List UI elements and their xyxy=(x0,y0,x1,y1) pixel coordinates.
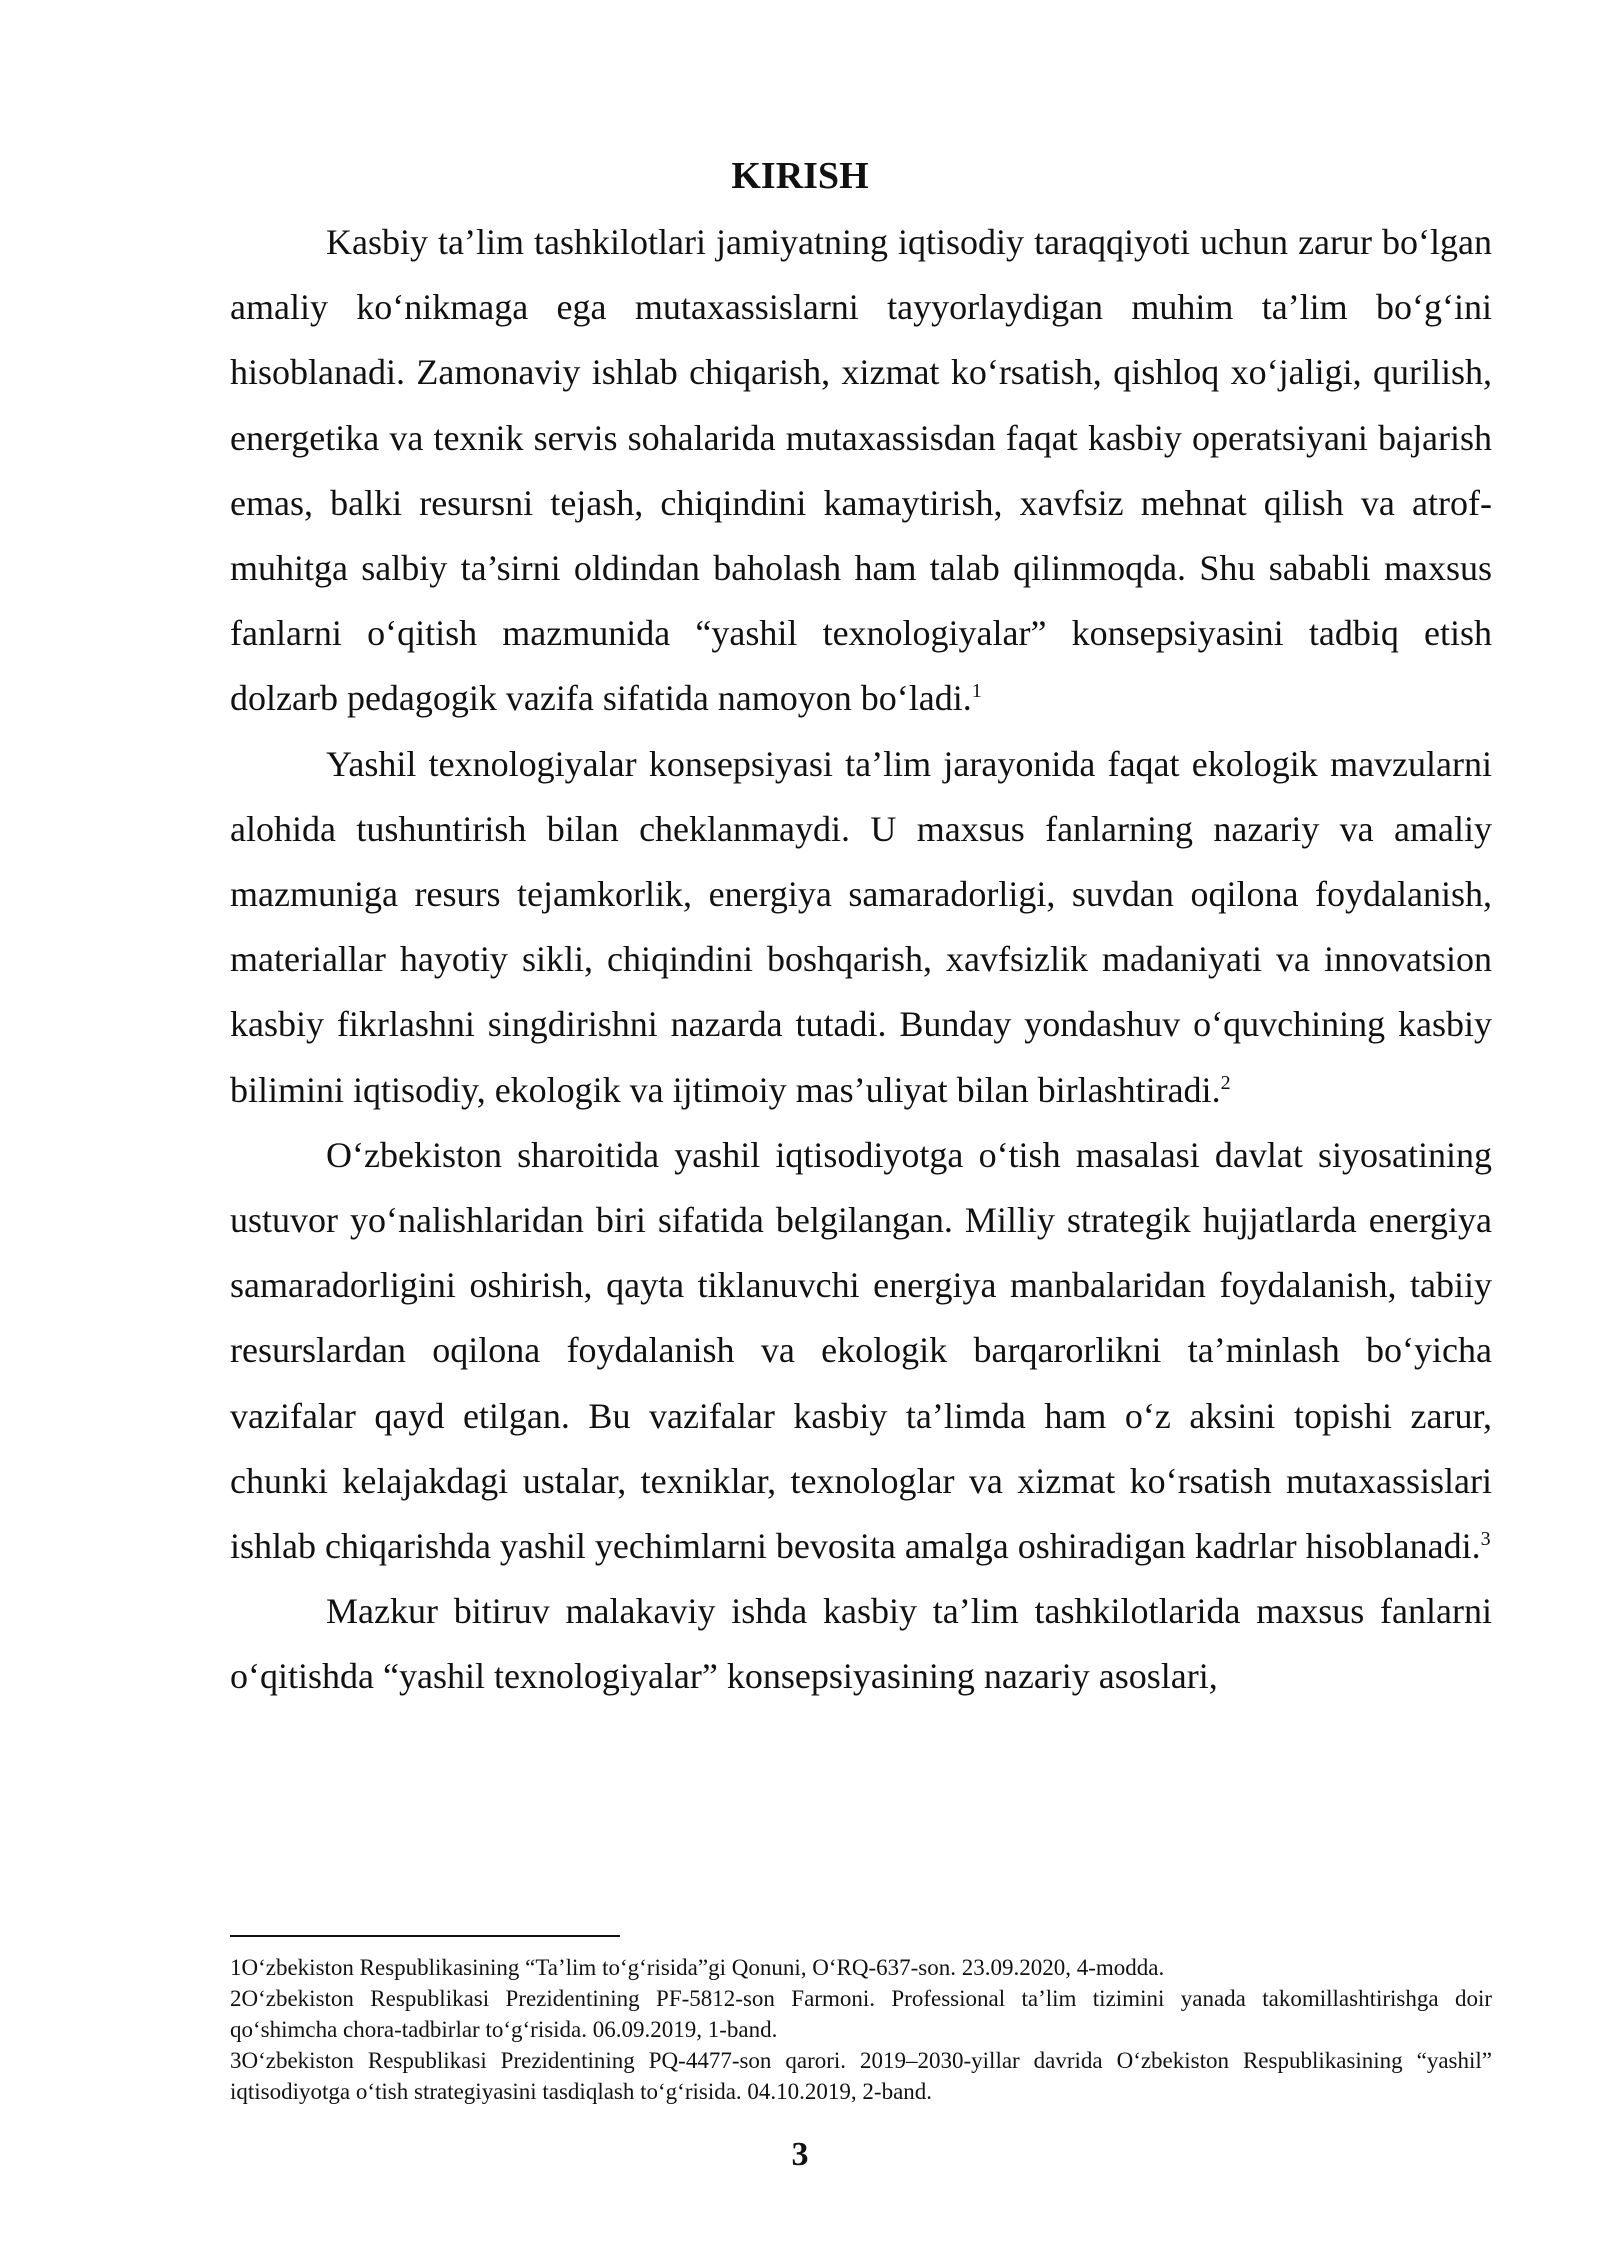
footnote-3 xyxy=(230,2045,1492,2107)
paragraph-text: Kasbiy ta’lim tashkilotlari jamiyatning iqtisodiy taraqqiyoti uchun zarur bo‘lgan amaliy ko‘nikmaga ega mutaxassislarni tayyorlaydigan muhim ta’lim bo‘g‘ini hisoblanadi. Zamonaviy ishlab chiqarish, xizmat ko‘rsatish, qishloq xo‘jaligi, qurilish, energetika va texnik servis sohalarida mutaxassisdan faqat kasbiy operatsiyani bajarish emas, balki resursni tejash, chiqindini kamaytirish, xavfsiz mehnat qilish va atrof-muhitga salbiy ta’sirni oldindan baholash ham talab qilinmoqda. Shu sababli maxsus fanlarni o‘qitish mazmunida “yashil texnologiyalar” konsepsiyasini tadbiq etish dolzarb pedagogik vazifa sifatida namoyon bo‘ladi. xyxy=(230,222,1492,719)
footnote-text: O‘zbekiston Respublikasining “Ta’lim to‘g‘risida”gi Qonuni, O‘RQ-637-son. 23.09.2020, 4-modda. xyxy=(241,1955,1165,1980)
footnote-text: O‘zbekiston Respublikasi Prezidentining PF-5812-son Farmoni. Professional ta’lim tizimini yanada takomillashtirishga doir qo‘shimcha chora-tadbirlar to‘g‘risida. 06.09.2019, 1-band. xyxy=(230,1986,1492,2042)
footnote-number: 2 xyxy=(230,1986,242,2011)
paragraph-4 xyxy=(230,1579,1492,1709)
footnote-text: O‘zbekiston Respublikasi Prezidentining PQ-4477-son qarori. 2019–2030-yillar davrida O‘zbekiston Respublikasining “yashil” iqtisodiyotga o‘tish strategiyasini tasdiqlash to‘g‘risida. 04.10.2019, 2-band. xyxy=(230,2048,1492,2104)
paragraph-2 xyxy=(230,732,1492,1123)
footnote-reference: 2 xyxy=(1220,1071,1231,1094)
body-text xyxy=(230,210,1492,1710)
footnote-separator xyxy=(230,1935,620,1937)
footnote-reference: 3 xyxy=(1480,1528,1491,1551)
footnote-number: 1 xyxy=(230,1955,242,1980)
page-number: 3 xyxy=(791,2136,809,2173)
paragraph-text: O‘zbekiston sharoitida yashil iqtisodiyotga o‘tish masalasi davlat siyosatining ustuvor yo‘nalishlaridan biri sifatida belgilangan. Milliy strategik hujjatlarda energiya samaradorligini oshirish, qayta tiklanuvchi energiya manbalaridan foydalanish, tabiiy resurslardan oqilona foydalanish va ekologik barqarorlikni ta’minlash bo‘yicha vazifalar qayd etilgan. Bu vazifalar kasbiy ta’limda ham o‘z aksini topishi zarur, chunki kelajakdagi ustalar, texniklar, texnologlar va xizmat ko‘rsatish mutaxassislari ishlab chiqarishda yashil yechimlarni bevosita amalga oshiradigan kadrlar hisoblanadi. xyxy=(230,1134,1492,1567)
paragraph-3 xyxy=(230,1123,1492,1579)
footnote-2 xyxy=(230,1983,1492,2045)
paragraph-text: Mazkur bitiruv malakaviy ishda kasbiy ta’lim tashkilotlarida maxsus fanlarni o‘qitishda “yashil texnologiyalar” konsepsiyasining nazariy asoslari, xyxy=(230,1591,1492,1697)
page-heading: KIRISH xyxy=(731,155,869,197)
footnotes xyxy=(230,1952,1492,2107)
footnote-reference: 1 xyxy=(971,680,982,703)
paragraph-1 xyxy=(230,210,1492,732)
footnote-1 xyxy=(230,1952,1492,1983)
paragraph-text: Yashil texnologiyalar konsepsiyasi ta’lim jarayonida faqat ekologik mavzularni alohida tushuntirish bilan cheklanmaydi. U maxsus fanlarning nazariy va amaliy mazmuniga resurs tejamkorlik, energiya samaradorligi, suvdan oqilona foydalanish, materiallar hayotiy sikli, chiqindini boshqarish, xavfsizlik madaniyati va innovatsion kasbiy fikrlashni singdirishni nazarda tutadi. Bunday yondashuv o‘quvchining kasbiy bilimini iqtisodiy, ekologik va ijtimoiy mas’uliyat bilan birlashtiradi. xyxy=(230,743,1492,1110)
footnote-number: 3 xyxy=(230,2048,242,2073)
